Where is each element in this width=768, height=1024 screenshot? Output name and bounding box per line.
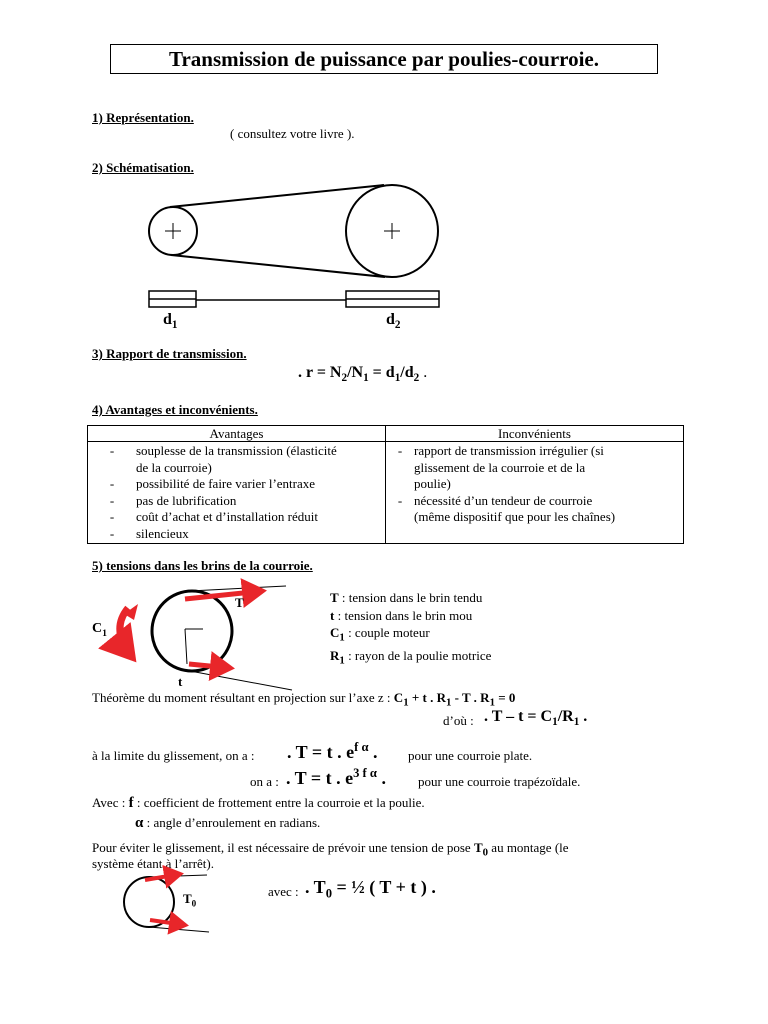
avec-label-2: avec : [268, 884, 299, 899]
trap-label: on a : [250, 774, 279, 789]
list-item: - nécessité d’un tendeur de courroie (même dispositif que pour les chaînes) [397, 492, 616, 524]
trapezoidal-belt-note: pour une courroie trapézoïdale. [418, 774, 581, 789]
alpha-line: α : angle d’enroulement en radians. [135, 815, 321, 831]
flat-belt-formula: . T = t . $e^{f \alpha}$ . [287, 740, 378, 762]
pose-tension-formula: . $T_0$ = ½ ( T + t ) . [305, 877, 436, 901]
section-5-heading: 5) tensions dans les brins de la courroie. [92, 558, 313, 573]
label-T0: $T_0$ [183, 891, 197, 909]
theorem-line: Théorème du moment résultant en projection sur l’axe z : $C_1 + t$ . $R_1$ - T . $R_1 = 0$ [92, 690, 516, 709]
avec-f-line: Avec : f : coefficient de frottement entre la courroie et la poulie. [92, 795, 425, 811]
pose-tension-arrow-bottom [150, 920, 185, 925]
list-item: - rapport de transmission irrégulier (si glissement de la courroie et de la poulie) [397, 443, 604, 491]
tension-legend: T : tension dans le brin tendu t : tension dans le brin mou $C_1$ : couple moteur $R_1$ : rayon de la poulie motrice [330, 590, 492, 667]
flat-belt-note: pour une courroie plate. [408, 748, 533, 763]
list-item: - possibilité de faire varier l’entraxe [109, 476, 316, 491]
trapezoidal-belt-formula: . T = t . $e^{3 f \alpha}$ . [286, 766, 386, 788]
transmission-ratio-formula: . $r = N_2/N_1 = d_1/d_2$ . [298, 364, 428, 385]
pose-pulley [124, 877, 174, 927]
label-t: t [178, 674, 183, 689]
section-1-heading: 1) Représentation. [92, 110, 194, 125]
dou-formula: . $T - t = C_1/R_1$ . [484, 708, 588, 729]
list-item: - coût d’achat et d’installation réduit [109, 509, 318, 524]
label-T: T [235, 595, 244, 610]
list-item: - silencieux [109, 525, 189, 541]
column-header-advantages: Avantages [88, 426, 386, 442]
column-header-disadvantages: Inconvénients [386, 426, 684, 442]
page-title: Transmission de puissance par poulies-courroie. [110, 44, 658, 74]
list-item: - souplesse de la transmission (élasticité de la courroie) [109, 443, 337, 475]
label-d2: $d_2$ [386, 311, 401, 332]
section-3-heading: 3) Rapport de transmission. [92, 346, 247, 361]
label-d1: $d_1$ [163, 311, 178, 332]
section-2-heading: 2) Schématisation. [92, 160, 194, 175]
section-4-heading: 4) Avantages et inconvénients. [92, 402, 258, 417]
dou-label: d’où : [443, 713, 474, 728]
list-item: - pas de lubrification [109, 492, 237, 508]
pose-line-1: Pour éviter le glissement, il est nécessaire de prévoir une tension de pose $T_0$ au montage (le [92, 840, 569, 859]
pose-line-2: système étant à l’arrêt). [92, 856, 214, 871]
label-C1: $C_1$ [92, 621, 108, 639]
section-1-note: ( consultez votre livre ). [230, 126, 355, 141]
limit-label: à la limite du glissement, on a : [92, 748, 255, 763]
